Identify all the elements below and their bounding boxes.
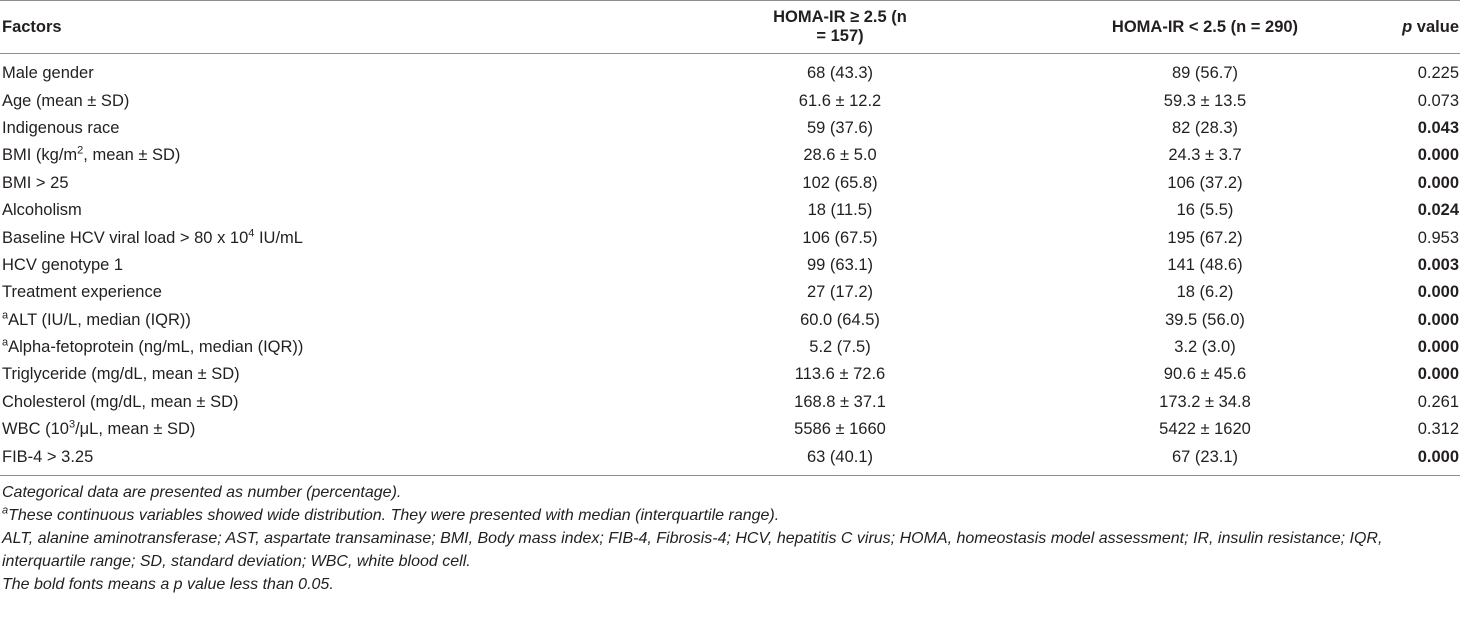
factor-label: FIB-4 > 3.25 <box>2 447 94 466</box>
factor-cell <box>0 170 470 197</box>
p-value-cell: 0.000 <box>1417 365 1459 384</box>
factor-cell <box>0 252 470 279</box>
header-p-italic: p <box>1402 17 1413 36</box>
factor-label: HCV genotype 1 <box>2 255 124 274</box>
group-low-homa-cell: 18 (6.2) <box>1176 283 1234 302</box>
factor-label: WBC (10 <box>2 420 69 439</box>
factor-label: Alpha-fetoprotein (ng/mL, median (IQR)) <box>8 338 304 357</box>
footnote <box>0 527 1460 573</box>
factor-cell <box>0 87 470 114</box>
factor-cell <box>0 416 470 443</box>
footnote <box>0 481 1460 504</box>
group-low-homa-cell: 59.3 ± 13.5 <box>1163 91 1247 110</box>
group-low-homa-cell: 16 (5.5) <box>1176 201 1234 220</box>
group-low-homa-cell: 82 (28.3) <box>1171 118 1239 137</box>
factor-label: Treatment experience <box>2 283 162 302</box>
group-high-homa-cell: 27 (17.2) <box>806 283 874 302</box>
factor-label-suffix: IU/mL <box>254 228 303 247</box>
group-high-homa-cell: 18 (11.5) <box>807 201 873 220</box>
table-row <box>0 87 1460 114</box>
factor-cell <box>0 115 470 142</box>
p-value-cell: 0.953 <box>1417 228 1459 247</box>
factor-cell <box>0 54 470 88</box>
factor-label: Age (mean ± SD) <box>2 91 130 110</box>
table-row <box>0 279 1460 306</box>
footnote-marker: a <box>2 309 9 322</box>
group-high-homa-cell: 168.8 ± 37.1 <box>794 392 886 411</box>
group-high-homa-cell: 5.2 (7.5) <box>809 338 871 357</box>
factor-label: ALT (IU/L, median (IQR)) <box>8 310 191 329</box>
group-low-homa-cell: 3.2 (3.0) <box>1174 338 1236 357</box>
p-value-cell: 0.000 <box>1417 173 1459 192</box>
factor-cell <box>0 307 470 334</box>
table-row <box>0 416 1460 443</box>
p-value-cell: 0.000 <box>1417 310 1459 329</box>
factor-superscript: 3 <box>68 418 76 431</box>
header-p-value <box>1340 1 1460 54</box>
factor-cell <box>0 334 470 361</box>
group-low-homa-cell: 195 (67.2) <box>1167 228 1243 247</box>
group-high-homa-cell: 102 (65.8) <box>802 173 878 192</box>
footnote-text: These continuous variables showed wide distribution. They were presented with median (interquartile range). <box>8 506 780 524</box>
group-low-homa-cell: 67 (23.1) <box>910 443 1340 475</box>
group-low-homa-cell: 141 (48.6) <box>1167 255 1243 274</box>
group-low-homa-cell: 24.3 ± 3.7 <box>1168 146 1242 165</box>
table-row <box>0 142 1460 169</box>
group-high-homa-cell: 28.6 ± 5.0 <box>803 146 877 165</box>
p-value-cell: 0.261 <box>1417 392 1459 411</box>
table-row <box>0 334 1460 361</box>
factor-cell <box>0 361 470 388</box>
factor-label: Indigenous race <box>2 118 120 137</box>
factor-label: Alcoholism <box>2 201 82 220</box>
group-low-homa-cell: 106 (37.2) <box>1167 173 1243 192</box>
group-high-homa-cell: 60.0 (64.5) <box>800 310 880 329</box>
factor-label: Triglyceride (mg/dL, mean ± SD) <box>2 365 240 384</box>
group-low-homa-cell: 89 (56.7) <box>1171 64 1239 83</box>
footnote <box>0 573 1460 596</box>
factor-label: Baseline HCV viral load > 80 x 10 <box>2 228 249 247</box>
footnote-text: The bold fonts means a p value less than 0.05. <box>2 575 334 593</box>
table-body <box>0 54 1460 476</box>
footnote-marker: a <box>2 336 9 349</box>
table-row <box>0 197 1460 224</box>
p-value-cell: 0.073 <box>1417 91 1459 110</box>
header-row <box>0 1 1460 54</box>
group-high-homa-cell: 5586 ± 1660 <box>794 420 886 439</box>
table-row <box>0 361 1460 388</box>
factor-label-suffix: /μL, mean ± SD) <box>75 420 196 439</box>
table-row <box>0 115 1460 142</box>
header-p-rest: value <box>1416 17 1459 36</box>
table-header <box>0 1 1460 54</box>
p-value-cell: 0.000 <box>1417 283 1459 302</box>
group-high-homa-cell: 59 (37.6) <box>806 118 874 137</box>
table-row <box>0 170 1460 197</box>
group-high-homa-cell: 68 (43.3) <box>806 64 874 83</box>
p-value-cell: 0.000 <box>1417 338 1459 357</box>
header-group-high-homa: HOMA-IR ≥ 2.5 (n = 157) <box>470 1 910 54</box>
p-value-cell: 0.225 <box>1417 64 1459 83</box>
p-value-cell: 0.000 <box>1417 146 1459 165</box>
group-high-homa-cell: 113.6 ± 72.6 <box>794 365 886 384</box>
factor-cell <box>0 224 470 251</box>
p-value-cell: 0.043 <box>1417 118 1459 137</box>
factor-label: Male gender <box>2 64 94 83</box>
factor-superscript: 4 <box>248 227 255 240</box>
footnote-text: ALT, alanine aminotransferase; AST, aspartate transaminase; BMI, Body mass index; FIB-4, Fibrosis-4; HCV, hepatitis C virus; HOMA, homeostasis model assessment; IR, insulin resistance; IQR, interquartile range; SD, standard deviation; WBC, white blood cell. <box>2 529 1383 570</box>
p-value-cell: 0.000 <box>1340 443 1460 475</box>
group-high-homa-cell: 61.6 ± 12.2 <box>798 91 882 110</box>
table-row <box>0 307 1460 334</box>
table-row <box>0 252 1460 279</box>
table-row <box>0 443 1460 475</box>
factor-cell <box>0 443 470 475</box>
factor-label: Cholesterol (mg/dL, mean ± SD) <box>2 392 239 411</box>
table-row <box>0 54 1460 88</box>
p-value-cell: 0.024 <box>1417 201 1459 220</box>
group-low-homa-cell: 90.6 ± 45.6 <box>1163 365 1247 384</box>
factor-cell <box>0 197 470 224</box>
group-high-homa-cell: 99 (63.1) <box>806 255 874 274</box>
table-row <box>0 224 1460 251</box>
factor-label-suffix: , mean ± SD) <box>83 146 181 165</box>
table-row <box>0 389 1460 416</box>
header-factors: Factors <box>0 1 470 54</box>
factor-cell <box>0 279 470 306</box>
group-low-homa-cell: 173.2 ± 34.8 <box>1159 392 1251 411</box>
p-value-cell: 0.003 <box>1417 255 1459 274</box>
factor-label: BMI > 25 <box>2 173 69 192</box>
factor-superscript: 2 <box>77 144 84 157</box>
p-value-cell: 0.312 <box>1417 420 1459 439</box>
group-high-homa-cell: 106 (67.5) <box>802 228 878 247</box>
factor-cell <box>0 142 470 169</box>
table-footnotes <box>0 481 1460 596</box>
header-group-low-homa: HOMA-IR < 2.5 (n = 290) <box>910 1 1340 54</box>
group-low-homa-cell: 39.5 (56.0) <box>1165 310 1245 329</box>
footnote <box>0 504 1460 527</box>
factor-label: BMI (kg/m <box>2 146 78 165</box>
group-low-homa-cell: 5422 ± 1620 <box>1159 420 1251 439</box>
footnote-text: Categorical data are presented as number (percentage). <box>2 483 402 501</box>
factor-cell <box>0 389 470 416</box>
group-high-homa-cell: 63 (40.1) <box>470 443 910 475</box>
footnote-marker: a <box>2 504 9 517</box>
